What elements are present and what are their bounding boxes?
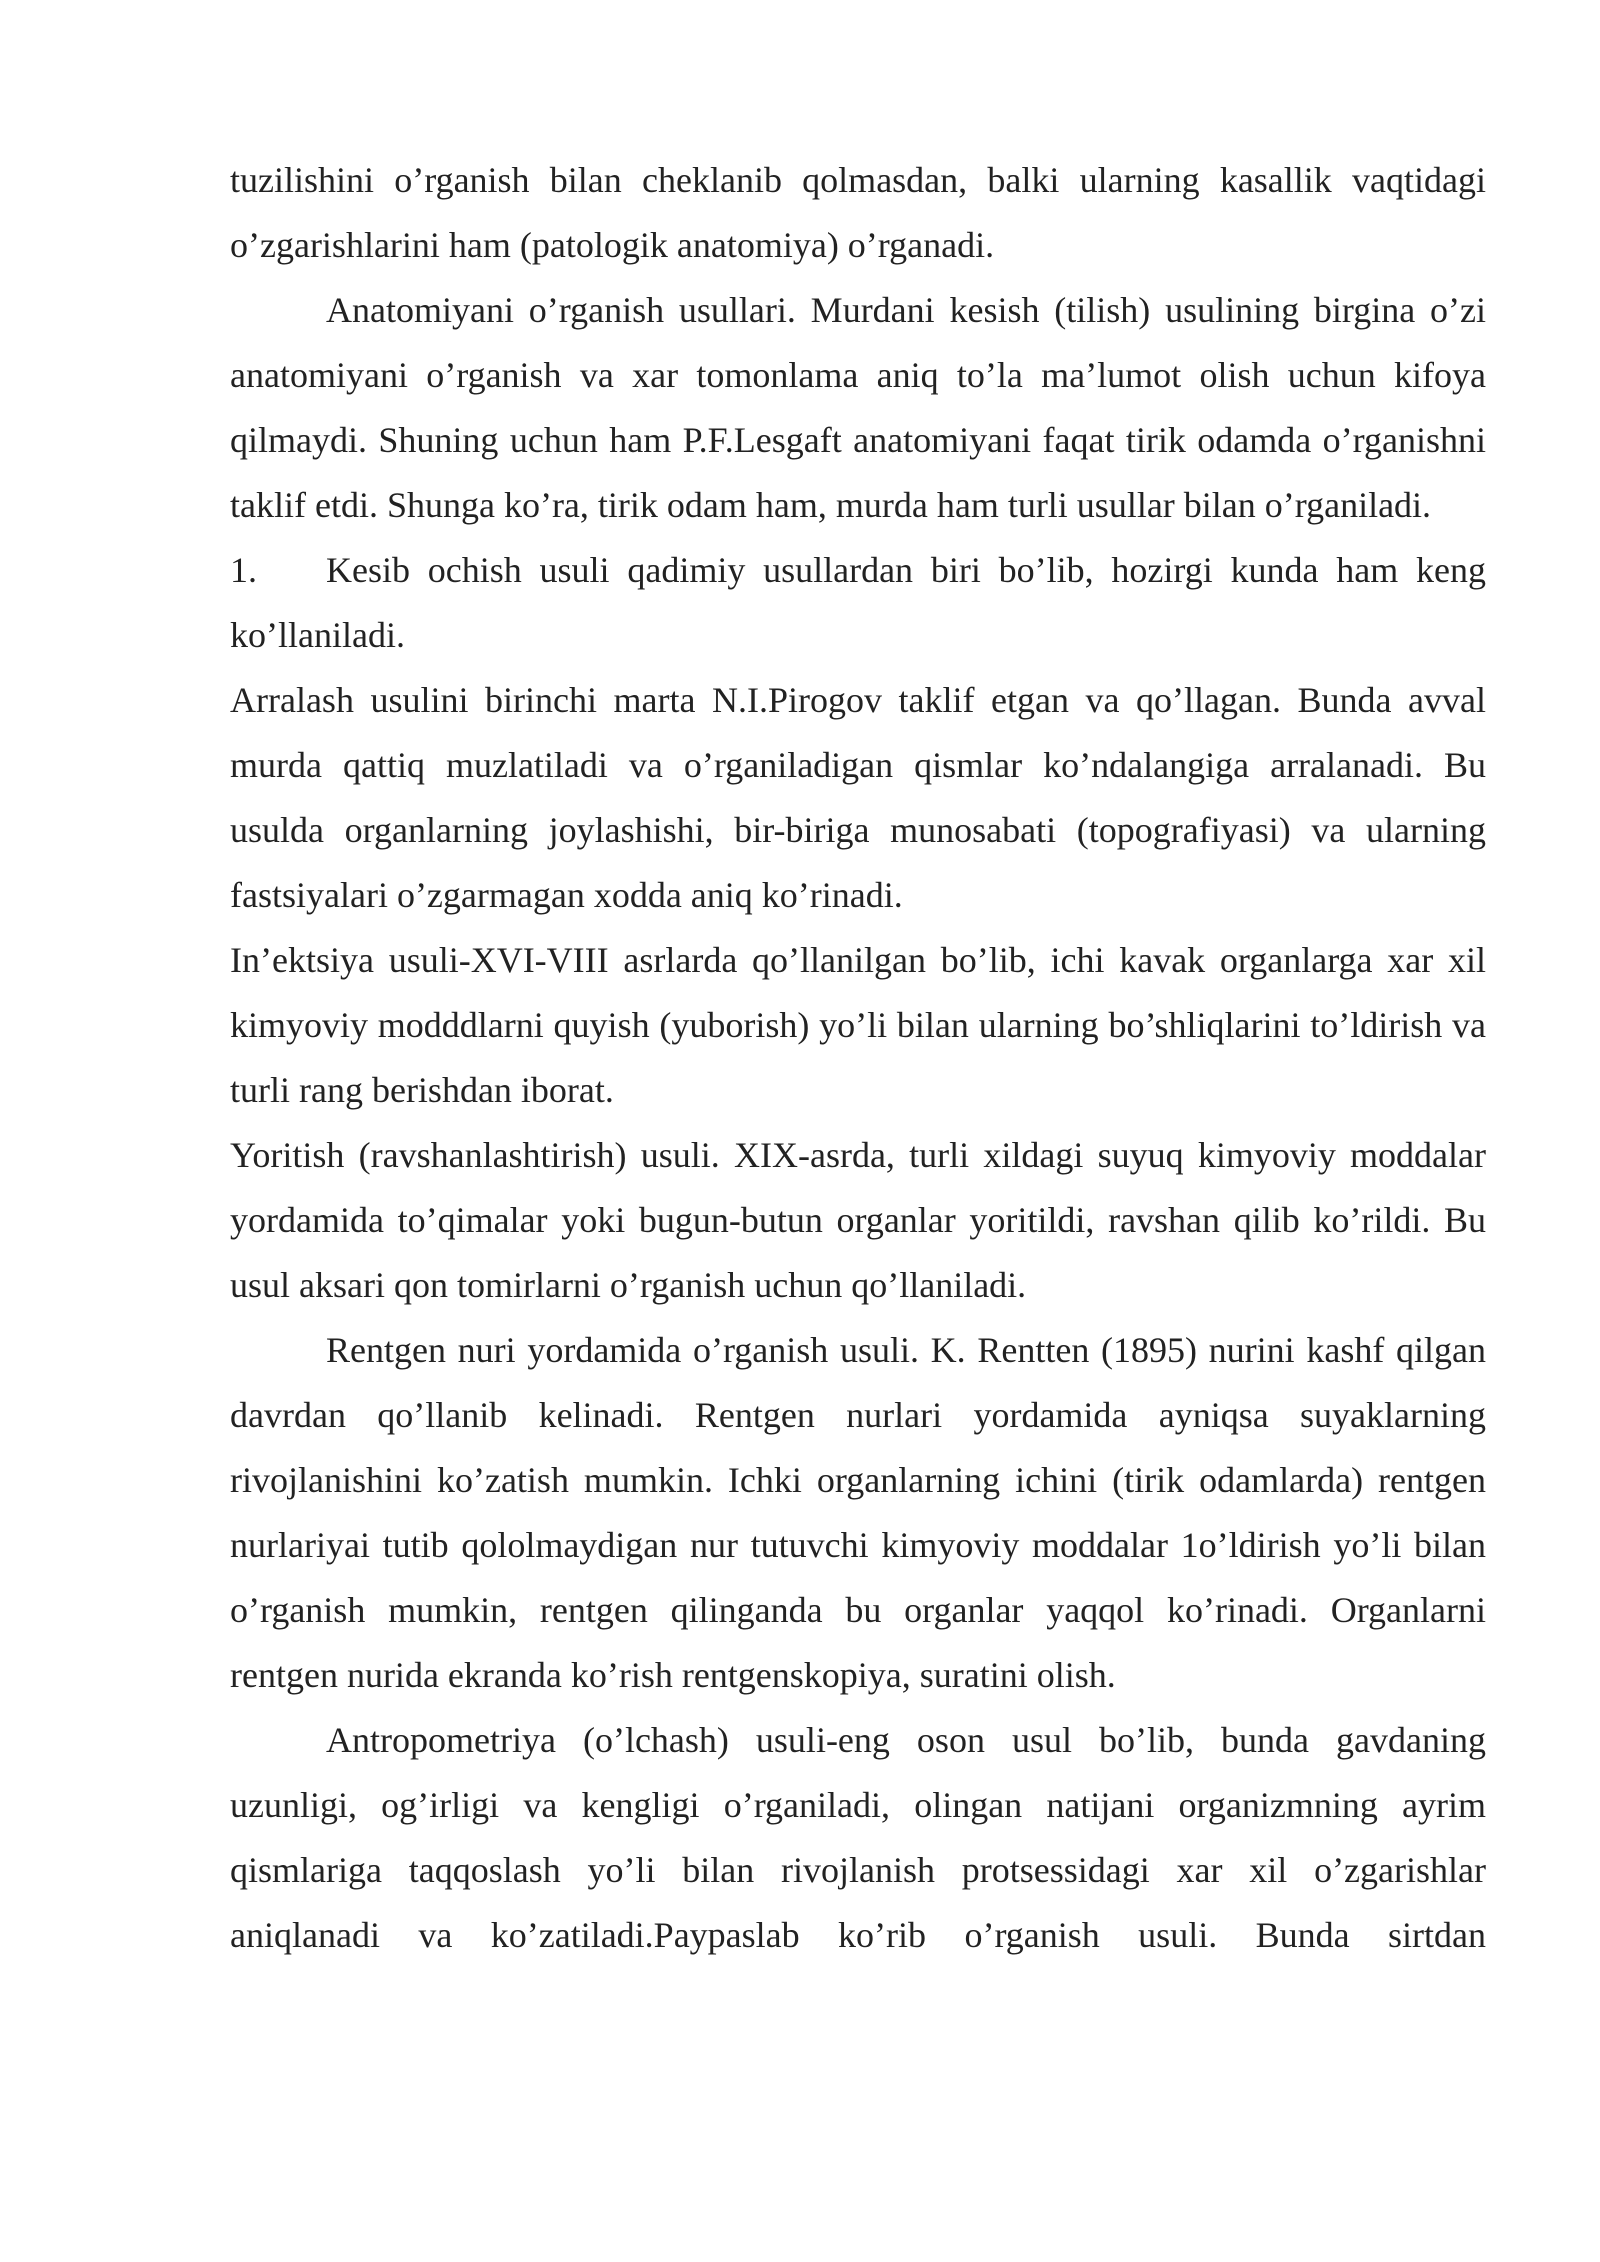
paragraph-2: Anatomiyani o’rganish usullari. Murdani kesish (tilish) usulining birgina o’zi anatomiyani o’rganish va xar tomonlama aniq to’la ma’lumot olish uchun kifoya qilmaydi. Shuning uchun ham P.F.Lesgaft anatomiyani faqat tirik odamda o’rganishni taklif etdi. Shunga ko’ra, tirik odam ham, murda ham turli usullar bilan o’rganiladi. [230,290,1486,525]
paragraph-8: Antropometriya (o’lchash) usuli-eng oson usul bo’lib, bunda gavdaning uzunligi, og’irligi va kengligi o’rganiladi, olingan natijani organizmning ayrim qismlariga taqqoslash yo’li bilan rivojlanish protsessidagi xar xil o’zgarishlar aniqlanadi va ko’zatiladi.Paypaslab ko’rib o’rganish usuli. Bunda sirtdan [230,1720,1486,1955]
paragraph-1: tuzilishini o’rganish bilan cheklanib qolmasdan, balki ularning kasallik vaqtidagi o’zgarishlarini ham (patologik anatomiya) o’rganadi. [230,160,1486,265]
paragraph-6: Yoritish (ravshanlashtirish) usuli. XIX-asrda, turli xildagi suyuq kimyoviy moddalar yordamida to’qimalar yoki bugun-butun organlar yoritildi, ravshan qilib ko’rildi. Bu usul aksari qon tomirlarni o’rganish uchun qo’llaniladi. [230,1135,1486,1305]
numbered-paragraph-text: Kesib ochish usuli qadimiy usullardan biri bo’lib, hozirgi kunda ham keng ko’llaniladi. [230,550,1486,655]
numbered-paragraph-1 [230,538,1486,668]
paragraph-7: Rentgen nuri yordamida o’rganish usuli. K. Rentten (1895) nurini kashf qilgan davrdan qo’llanib kelinadi. Rentgen nurlari yordamida ayniqsa suyaklarning rivojlanishini ko’zatish mumkin. Ichki organlarning ichini (tirik odamlarda) rentgen nurlariyai tutib qololmaydigan nur tutuvchi kimyoviy moddalar 1o’ldirish yo’li bilan o’rganish mumkin, rentgen qilinganda bu organlar yaqqol ko’rinadi. Organlarni rentgen nurida ekranda ko’rish rentgenskopiya, suratini olish. [230,1330,1486,1695]
list-number: 1. [230,550,257,590]
document-page [230,148,1486,1968]
paragraph-5: In’ektsiya usuli-XVI-VIII asrlarda qo’llanilgan bo’lib, ichi kavak organlarga xar xil kimyoviy modddlarni quyish (yuborish) yo’li bilan ularning bo’shliqlarini to’ldirish va turli rang berishdan iborat. [230,940,1486,1110]
paragraph-4: Arralash usulini birinchi marta N.I.Pirogov taklif etgan va qo’llagan. Bunda avval murda qattiq muzlatiladi va o’rganiladigan qismlar ko’ndalangiga arralanadi. Bu usulda organlarning joylashishi, bir-biriga munosabati (topografiyasi) va ularning fastsiyalari o’zgarmagan xodda aniq ko’rinadi. [230,680,1486,915]
